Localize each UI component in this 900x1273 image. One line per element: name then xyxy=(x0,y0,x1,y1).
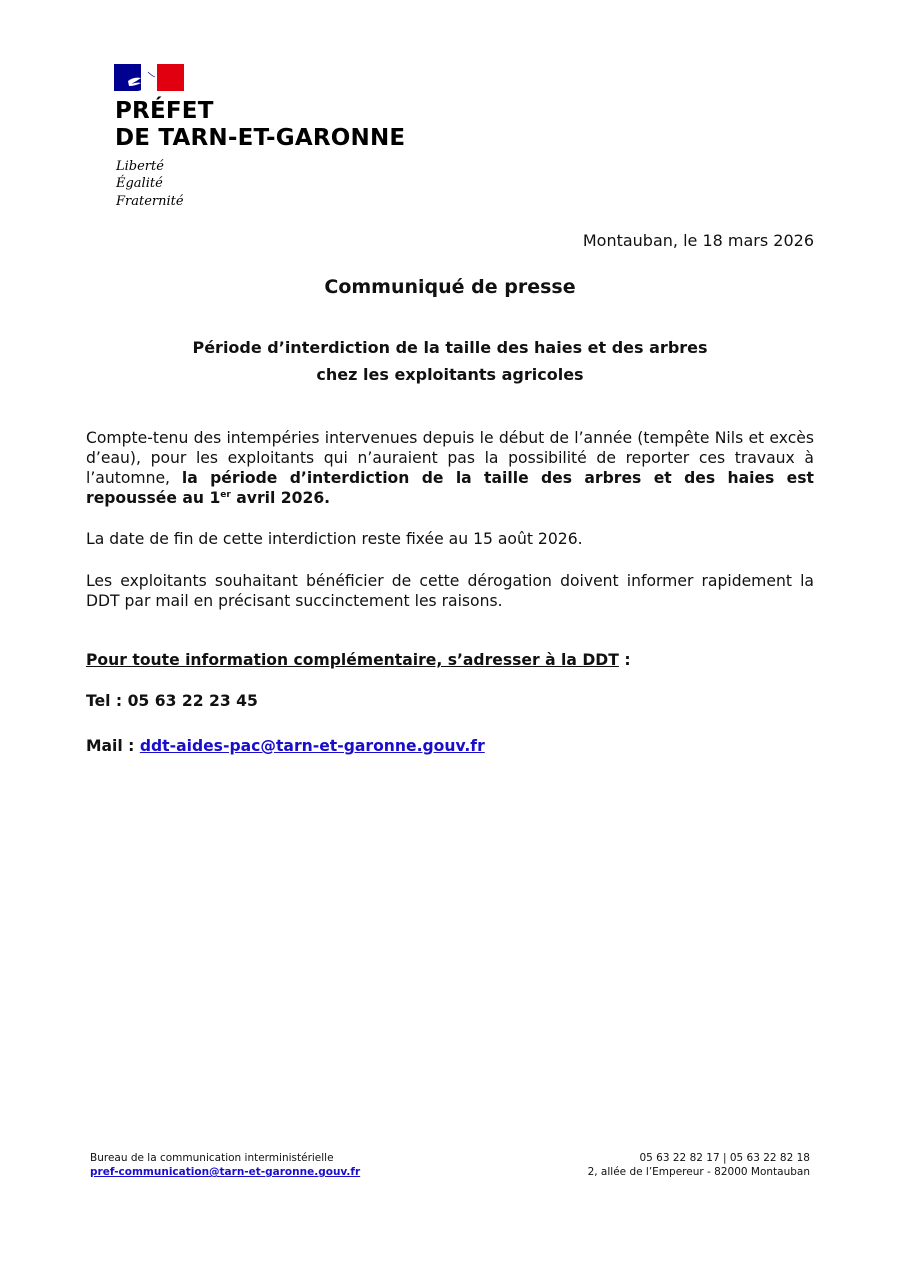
document-title: Communiqué de presse xyxy=(324,276,576,298)
motto-liberte: Liberté xyxy=(116,159,164,174)
body-paragraph-2: La date de fin de cette interdiction reste fixée au 15 août 2026. xyxy=(86,530,583,548)
motto-fraternite: Fraternité xyxy=(116,194,184,209)
footer-address: 2, allée de l’Empereur - 82000 Montauban xyxy=(587,1166,810,1178)
contact-heading xyxy=(86,651,631,669)
footer-right xyxy=(588,1151,810,1179)
footer-office: Bureau de la communication interministérielle xyxy=(90,1152,334,1164)
contact-heading-text: Pour toute information complémentaire, s’adresser à la DDT xyxy=(86,651,619,669)
body-paragraph-3: Les exploitants souhaitant bénéficier de cette dérogation doivent informer rapidement la DDT par mail en précisant succinctement les raisons. xyxy=(86,572,814,610)
subtitle-line1: Période d’interdiction de la taille des haies et des arbres xyxy=(192,338,708,357)
p1-text: Compte-tenu des intempéries intervenues depuis le début de l’année (tempête Nils et excès d’eau), pour les exploitants qui n’auraient pas la possibilité de reporter ces travaux à l’automne, xyxy=(86,429,814,487)
footer-phones: 05 63 22 82 17 | 05 63 22 82 18 xyxy=(639,1152,810,1164)
footer-left xyxy=(90,1151,360,1179)
p1-superscript: er xyxy=(220,489,231,500)
p1-bold: la période d’interdiction de la taille des arbres et des haies est repoussée au 1 xyxy=(86,469,814,507)
tel-value: 05 63 22 23 45 xyxy=(122,692,258,710)
mail-link[interactable]: ddt-aides-pac@tarn-et-garonne.gouv.fr xyxy=(139,737,485,755)
mail-line xyxy=(86,737,485,755)
tel-line xyxy=(86,692,258,710)
contact-heading-suffix: : xyxy=(618,651,631,669)
mail-label: Mail : xyxy=(86,737,140,755)
org-name-line1: PRÉFET xyxy=(115,98,214,124)
org-name-line2: DE TARN-ET-GARONNE xyxy=(115,125,406,151)
tel-label: Tel : xyxy=(86,692,123,710)
body-paragraph-1 xyxy=(86,428,814,508)
marianne-logo xyxy=(114,64,184,91)
subtitle-line2: chez les exploitants agricoles xyxy=(316,365,584,384)
footer-email-link[interactable]: pref-communication@tarn-et-garonne.gouv.fr xyxy=(90,1166,361,1178)
date-location: Montauban, le 18 mars 2026 xyxy=(582,231,814,250)
motto-egalite: Égalité xyxy=(116,176,163,191)
p1-bold-end: avril 2026. xyxy=(230,489,331,507)
